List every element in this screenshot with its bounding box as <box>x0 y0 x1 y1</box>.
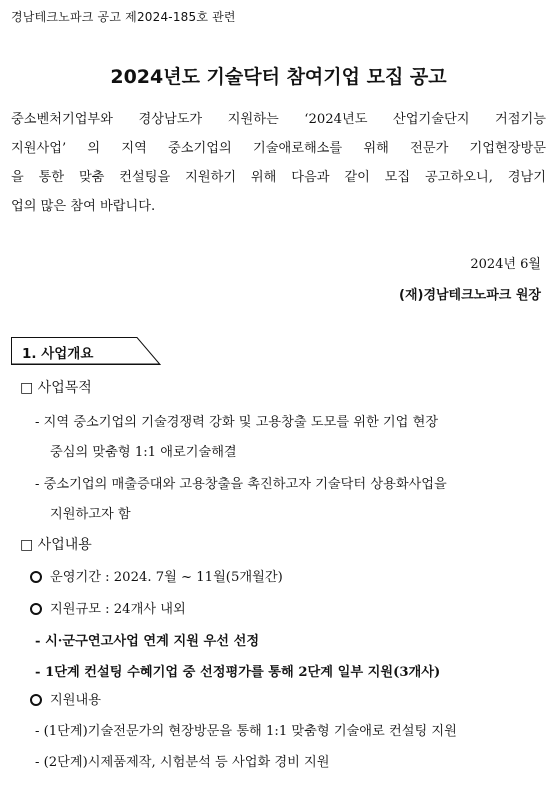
purpose-item-line: - 중소기업의 매출증대와 고용창출을 촉진하고자 기술닥터 상용화사업을 <box>35 477 447 492</box>
announcement-reference: 경남테크노파크 공고 제2024-185호 관련 <box>11 10 236 24</box>
operation-period <box>30 566 283 585</box>
stage2-note: - 1단계 컨설팅 수혜기업 중 선정평가를 통해 2단계 일부 지원(3개사) <box>35 665 441 680</box>
priority-note: - 시·군구연고사업 연계 지원 우선 선정 <box>35 634 260 649</box>
section-title: 1. 사업개요 <box>22 346 94 362</box>
circle-bullet-icon <box>30 603 42 615</box>
purpose-item-line: - 지역 중소기업의 기술경쟁력 강화 및 고용창출 도모를 위한 기업 현장 <box>35 415 439 430</box>
support-content <box>30 689 101 708</box>
circle-bullet-icon <box>30 571 42 583</box>
intro-paragraph <box>11 105 546 221</box>
support-scale <box>30 598 186 617</box>
purpose-item-line: 지원하고자 함 <box>50 507 131 522</box>
operation-period-text: 운영기간 : 2024. 7월 ~ 11월(5개월간) <box>50 570 283 585</box>
support-item: - (2단계)시제품제작, 시험분석 등 사업화 경비 지원 <box>35 755 330 770</box>
page-title: 2024년도 기술닥터 참여기업 모집 공고 <box>110 66 447 88</box>
intro-line: 지원사업’ 의 지역 중소기업의 기술애로해소를 위해 전문가 기업현장방문 <box>11 141 546 156</box>
support-item: - (1단계)기술전문가의 현장방문을 통해 1:1 맞춤형 기술애로 컨설팅 지원 <box>35 724 457 739</box>
intro-line: 을 통한 맞춤 컨설팅을 지원하기 위해 다음과 같이 모집 공고하오니, 경남기 <box>11 170 546 185</box>
support-content-heading: 지원내용 <box>50 693 101 708</box>
announcement-date: 2024년 6월 <box>470 257 541 272</box>
intro-line: 중소벤처기업부와 경상남도가 지원하는 ‘2024년도 산업기술단지 거점기능 <box>11 112 546 127</box>
content-heading: □ 사업내용 <box>20 537 92 553</box>
issuing-organization: (재)경남테크노파크 원장 <box>399 288 541 303</box>
circle-bullet-icon <box>30 694 42 706</box>
purpose-item-line: 중심의 맞춤형 1:1 애로기술해결 <box>50 445 237 460</box>
purpose-heading: □ 사업목적 <box>20 380 92 396</box>
support-scale-text: 지원규모 : 24개사 내외 <box>50 602 186 617</box>
intro-line: 업의 많은 참여 바랍니다. <box>11 199 156 214</box>
